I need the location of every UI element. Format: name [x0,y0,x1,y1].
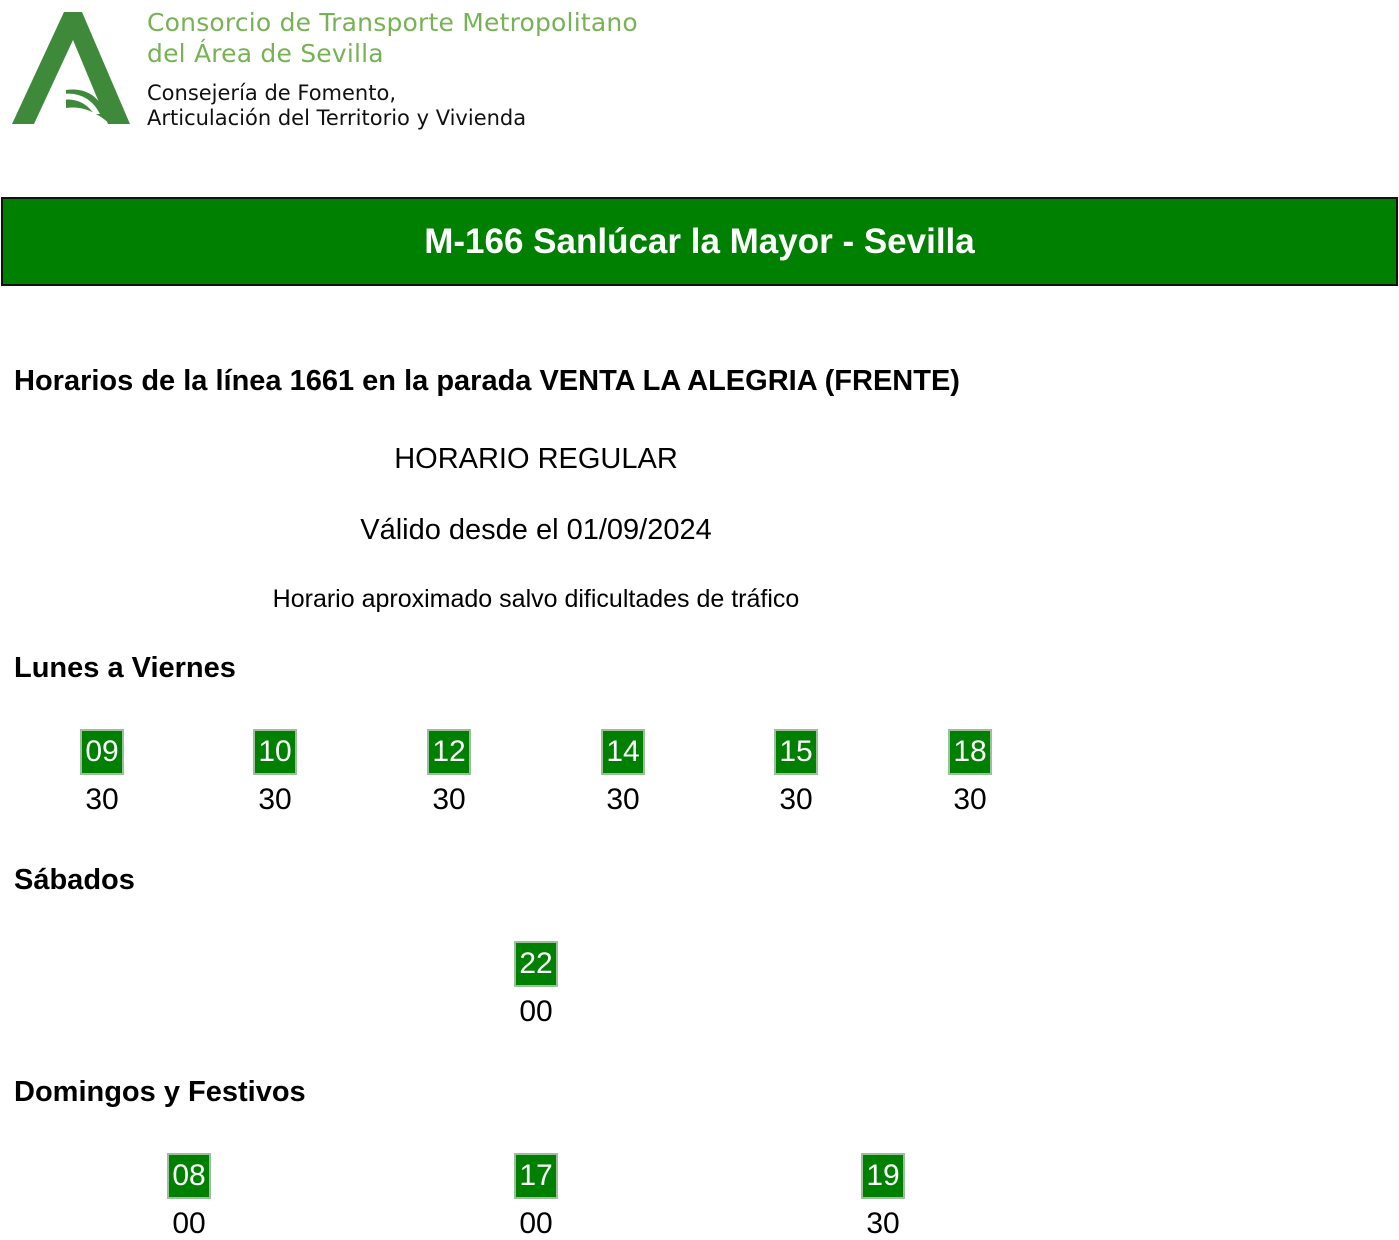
time-entry [159,1153,219,1240]
hour-badge: 17 [514,1153,558,1199]
hour-badge: 19 [861,1153,905,1199]
valid-from-date: Válido desde el 01/09/2024 [360,514,712,546]
hour-badge: 10 [253,729,297,775]
stop-heading: Horarios de la línea 1661 en la parada VENTA LA ALEGRIA (FRENTE) [14,365,960,397]
hour-badge: 08 [167,1153,211,1199]
schedule-type: HORARIO REGULAR [394,443,678,475]
minute-value: 30 [779,783,813,816]
department-line1: Consejería de Fomento, [147,81,396,105]
section-title-sundays-holidays: Domingos y Festivos [14,1076,306,1108]
minute-value: 30 [866,1207,900,1240]
route-title: M-166 Sanlúcar la Mayor - Sevilla [424,221,975,261]
minute-value: 30 [432,783,466,816]
time-entry [853,1153,913,1240]
hour-badge: 22 [514,941,558,987]
minute-value: 00 [519,995,553,1028]
minute-value: 00 [172,1207,206,1240]
traffic-note: Horario aproximado salvo dificultades de tráfico [272,585,800,613]
time-entry [245,729,305,818]
org-name-line1: Consorcio de Transporte Metropolitano [147,8,638,37]
hour-badge: 14 [601,729,645,775]
hour-badge: 09 [80,729,124,775]
time-entry [940,729,1000,818]
time-entry [72,729,132,818]
time-entry [593,729,653,818]
minute-value: 30 [258,783,292,816]
section-title-weekdays: Lunes a Viernes [14,652,236,684]
time-entry [419,729,479,818]
hour-badge: 12 [427,729,471,775]
department-line2: Articulación del Territorio y Vivienda [147,106,527,130]
time-entry [506,1153,566,1240]
minute-value: 30 [953,783,987,816]
hour-badge: 18 [948,729,992,775]
minute-value: 30 [85,783,119,816]
junta-andalucia-logo-icon [10,10,132,128]
time-entry [506,941,566,1030]
minute-value: 30 [606,783,640,816]
route-banner [1,197,1398,286]
org-name-line2: del Área de Sevilla [147,39,384,68]
section-title-saturdays: Sábados [14,864,135,896]
time-entry [766,729,826,818]
hour-badge: 15 [774,729,818,775]
minute-value: 00 [519,1207,553,1240]
